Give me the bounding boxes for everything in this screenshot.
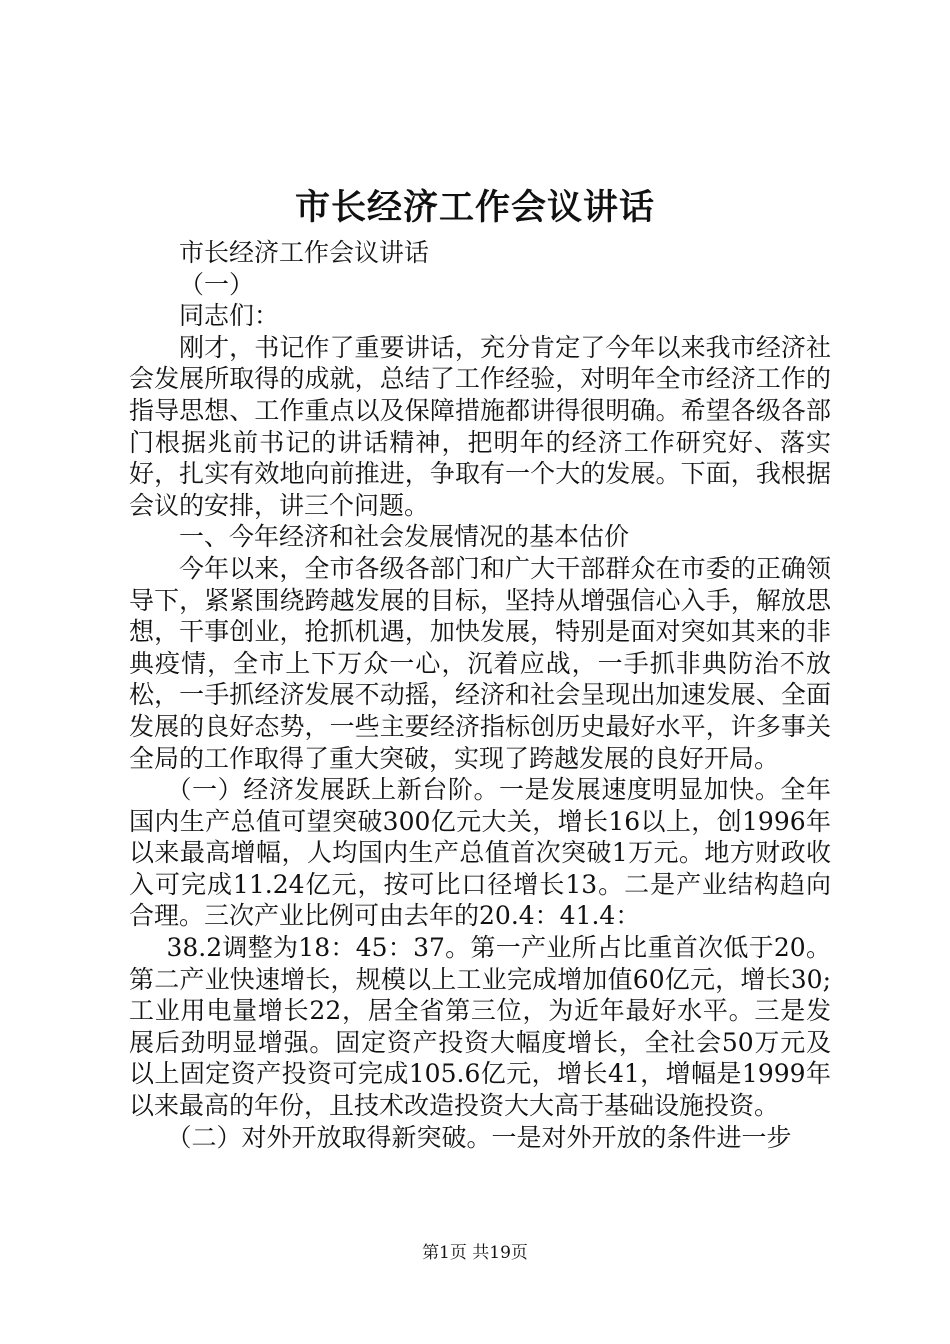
paragraph-economy: （一）经济发展跃上新台阶。一是发展速度明显加快。全年国内生产总值可望突破300亿元大关，增长16以上，创1996年以来最高增幅，人均国内生产总值首次突破1万元。地方财政收入可完成11.24亿元，按可比口径增长13。二是产业结构趋向合理。三次产业比例可由去年的20.4：41.4： — [129, 775, 831, 931]
document-body — [129, 237, 831, 1153]
paragraph-structure: 38.2调整为18：45：37。第一产业所占比重首次低于20。第二产业快速增长，规模以上工业完成增加值60亿元，增长30;工业用电量增长22，居全省第三位，为近年最好水平。三是发展后劲明显增强。固定资产投资大幅度增长，全社会50万元及以上固定资产投资可完成105.6亿元，增长41，增幅是1999年以来最高的年份，且技术改造投资大大高于基础设施投资。 — [129, 933, 831, 1121]
body-subtitle: 市长经济工作会议讲话 — [179, 238, 430, 267]
section-heading: 一、今年经济和社会发展情况的基本估价 — [179, 522, 630, 552]
paragraph-opening-up: （二）对外开放取得新突破。一是对外开放的条件进一步 — [166, 1122, 792, 1152]
section-number: （一） — [179, 269, 255, 299]
paragraph-opening: 刚才，书记作了重要讲话，充分肯定了今年以来我市经济社会发展所取得的成就，总结了工作经验，对明年全市经济工作的指导思想、工作重点以及保障措施都讲得很明确。希望各级各部门根据兆前书记的讲话精神，把明年的经济工作研究好、落实好，扎实有效地向前推进，争取有一个大的发展。下面，我根据会议的安排，讲三个问题。 — [129, 332, 831, 520]
paragraph-overview: 今年以来，全市各级各部门和广大干部群众在市委的正确领导下，紧紧围绕跨越发展的目标，坚持从增强信心入手，解放思想，干事创业，抢抓机遇，加快发展，特别是面对突如其来的非典疫情，全市上下万众一心，沉着应战，一手抓非典防治不放松，一手抓经济发展不动摇，经济和社会呈现出加速发展、全面发展的良好态势，一些主要经济指标创历史最好水平，许多事关全局的工作取得了重大突破，实现了跨越发展的良好开局。 — [129, 553, 831, 773]
document-title: 市长经济工作会议讲话 — [294, 187, 655, 228]
page-footer: 第1页 共19页 — [422, 1243, 528, 1263]
salutation: 同志们： — [179, 301, 280, 331]
